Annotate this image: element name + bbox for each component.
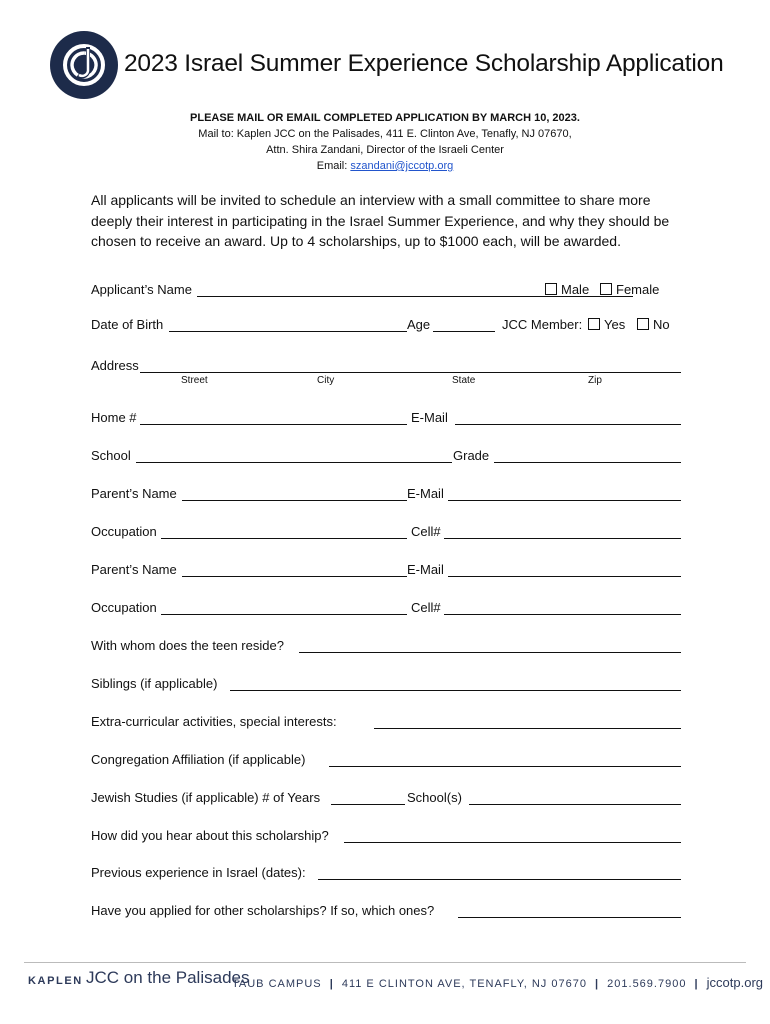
reside-label: With whom does the teen reside?	[91, 638, 284, 653]
parent1-row	[91, 483, 681, 503]
student-email-field[interactable]	[455, 424, 681, 425]
parent2-occupation-label: Occupation	[91, 600, 157, 615]
parent1-occupation-field[interactable]	[161, 538, 407, 539]
mail-to-address: Mail to: Kaplen JCC on the Palisades, 411 E. Clinton Ave, Tenafly, NJ 07670,	[198, 128, 572, 140]
grade-label: Grade	[453, 448, 490, 463]
parent2-occupation-field[interactable]	[161, 614, 407, 615]
home-phone-label: Home #	[91, 410, 137, 425]
congregation-row	[91, 749, 681, 769]
address-field[interactable]	[140, 372, 681, 373]
email-line	[0, 160, 770, 172]
schools-label: School(s)	[407, 790, 462, 805]
state-caption: State	[452, 375, 476, 386]
parent2-email-label: E-Mail	[407, 562, 444, 577]
jcc-no-label: No	[653, 317, 670, 332]
extracurricular-row	[91, 711, 681, 731]
parent1-cell-field[interactable]	[444, 538, 681, 539]
previous-field[interactable]	[318, 879, 681, 880]
parent2-occupation-row	[91, 597, 681, 617]
jcc-no-checkbox[interactable]	[637, 318, 649, 330]
parent2-name-field[interactable]	[182, 576, 407, 577]
jcc-logo-icon	[50, 31, 118, 99]
footer-jcc-name: JCC on the Palisades	[86, 968, 250, 987]
footer-divider	[24, 962, 746, 963]
male-label: Male	[561, 282, 590, 297]
hear-row	[91, 825, 681, 845]
male-checkbox[interactable]	[545, 283, 557, 295]
parent1-occupation-label: Occupation	[91, 524, 157, 539]
footer-separator: |	[694, 978, 699, 990]
previous-label: Previous experience in Israel (dates):	[91, 865, 306, 880]
jcc-member-label: JCC Member:	[502, 317, 583, 332]
hear-label: How did you hear about this scholarship?	[91, 828, 329, 843]
zip-caption: Zip	[588, 375, 602, 386]
male-option[interactable]	[545, 282, 589, 297]
parent1-name-label: Parent’s Name	[91, 486, 177, 501]
hear-field[interactable]	[344, 842, 681, 843]
email-label: Email:	[316, 160, 351, 172]
jewish-studies-years-field[interactable]	[331, 804, 405, 805]
deadline-note: PLEASE MAIL OR EMAIL COMPLETED APPLICATION BY MARCH 10, 2023.	[190, 112, 580, 124]
parent1-occupation-row	[91, 521, 681, 541]
extracurricular-label: Extra-curricular activities, special interests:	[91, 714, 337, 729]
reside-field[interactable]	[299, 652, 681, 653]
school-label: School	[91, 448, 131, 463]
other-field[interactable]	[458, 917, 681, 918]
dob-field[interactable]	[169, 331, 407, 332]
footer-campus: TAUB CAMPUS	[232, 978, 322, 990]
dob-label: Date of Birth	[91, 317, 164, 332]
reside-row	[91, 635, 681, 655]
grade-field[interactable]	[494, 462, 681, 463]
jcc-logo	[50, 31, 118, 99]
footer-address: 411 E CLINTON AVE, TENAFLY, NJ 07670	[341, 978, 587, 990]
jcc-yes-label: Yes	[604, 317, 626, 332]
footer-separator: |	[329, 978, 334, 990]
address-row	[91, 355, 681, 375]
jcc-yes-checkbox[interactable]	[588, 318, 600, 330]
extracurricular-field[interactable]	[374, 728, 681, 729]
home-row	[91, 407, 681, 427]
intro-paragraph: All applicants will be invited to schedule an interview with a small committee to share more deeply their interest in participating in the Israel Summer Experience, and why they should be chosen to receive an award. Up to 4 scholarships, up to $1000 each, will be awarded.	[91, 192, 670, 249]
parent2-cell-label: Cell#	[411, 600, 441, 615]
jcc-no-option[interactable]	[637, 317, 670, 332]
jewish-studies-label: Jewish Studies (if applicable) # of Years	[91, 790, 321, 805]
attention-line: Attn. Shira Zandani, Director of the Israeli Center	[266, 144, 504, 156]
previous-row	[91, 862, 681, 882]
jewish-studies-row	[91, 787, 681, 807]
parent2-row	[91, 559, 681, 579]
parent1-name-field[interactable]	[182, 500, 407, 501]
parent1-cell-label: Cell#	[411, 524, 441, 539]
jcc-yes-option[interactable]	[588, 317, 625, 332]
parent1-email-field[interactable]	[448, 500, 681, 501]
email-link[interactable]: szandani@jccotp.org	[350, 160, 454, 172]
address-label: Address	[91, 358, 139, 373]
applicant-name-row	[91, 279, 681, 299]
parent2-email-field[interactable]	[448, 576, 681, 577]
footer-kaplen: KAPLEN	[28, 975, 83, 987]
dob-row	[91, 314, 681, 334]
school-field[interactable]	[136, 462, 452, 463]
congregation-label: Congregation Affiliation (if applicable)	[91, 752, 306, 767]
schools-field[interactable]	[469, 804, 681, 805]
siblings-field[interactable]	[230, 690, 681, 691]
footer-address-line	[232, 975, 763, 990]
age-label: Age	[407, 317, 431, 332]
parent2-name-label: Parent’s Name	[91, 562, 177, 577]
siblings-row	[91, 673, 681, 693]
female-option[interactable]	[600, 282, 659, 297]
congregation-field[interactable]	[329, 766, 681, 767]
city-caption: City	[317, 375, 335, 386]
footer-separator: |	[595, 978, 600, 990]
school-row	[91, 445, 681, 465]
parent1-email-label: E-Mail	[407, 486, 444, 501]
parent2-cell-field[interactable]	[444, 614, 681, 615]
footer-phone: 201.569.7900	[607, 978, 687, 990]
home-phone-field[interactable]	[140, 424, 407, 425]
siblings-label: Siblings (if applicable)	[91, 676, 218, 691]
street-caption: Street	[181, 375, 208, 386]
page-title: 2023 Israel Summer Experience Scholarship Application	[124, 50, 724, 77]
female-checkbox[interactable]	[600, 283, 612, 295]
applicant-name-label: Applicant’s Name	[91, 282, 192, 297]
other-row	[91, 900, 681, 920]
footer-site[interactable]: jccotp.org	[706, 975, 764, 990]
student-email-label: E-Mail	[411, 410, 448, 425]
age-field[interactable]	[433, 331, 495, 332]
female-label: Female	[616, 282, 660, 297]
other-label: Have you applied for other scholarships? If so, which ones?	[91, 903, 435, 918]
